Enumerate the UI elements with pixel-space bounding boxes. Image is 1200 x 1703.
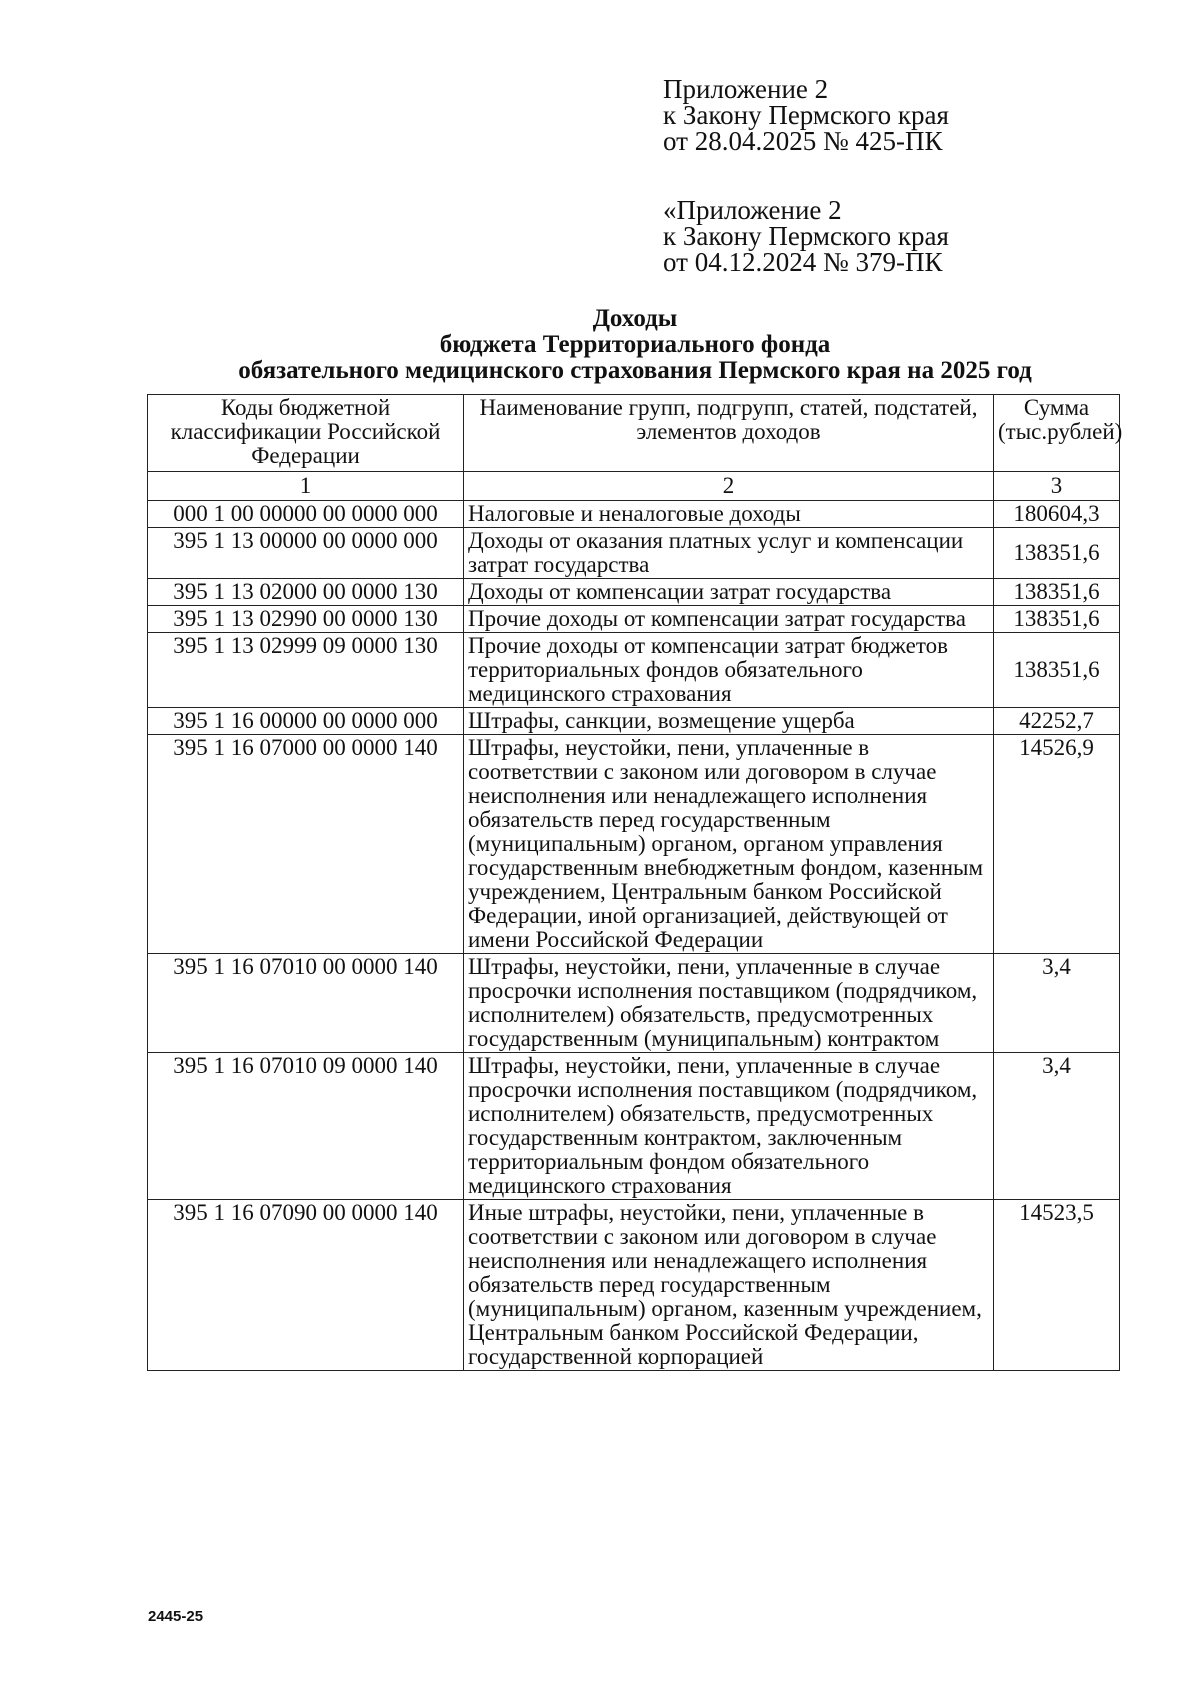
row-code: 395 1 16 00000 00 0000 000	[148, 708, 464, 735]
row-sum: 14526,9	[994, 735, 1120, 954]
row-code: 395 1 13 02999 09 0000 130	[148, 633, 464, 708]
title-line-2: бюджета Территориального фонда	[439, 331, 831, 358]
row-sum: 180604,3	[994, 501, 1120, 528]
row-code: 395 1 16 07090 00 0000 140	[148, 1200, 464, 1371]
appendix-prior-reference	[663, 197, 949, 275]
row-sum: 3,4	[994, 954, 1120, 1053]
header-name: Наименование групп, подгрупп, статей, подстатей, элементов доходов	[464, 395, 994, 472]
column-number-2: 2	[464, 472, 994, 501]
row-code: 395 1 13 02000 00 0000 130	[148, 579, 464, 606]
row-name: Доходы от компенсации затрат государства	[464, 579, 994, 606]
row-code: 000 1 00 00000 00 0000 000	[148, 501, 464, 528]
row-code: 395 1 16 07010 00 0000 140	[148, 954, 464, 1053]
row-name: Штрафы, неустойки, пени, уплаченные в случае просрочки исполнения поставщиком (подрядчиком, исполнителем) обязательств, предусмотренных государственным контрактом, заключенным территориальным фондом обязательного медицинского страхования	[464, 1053, 994, 1200]
document-number: 2445-25	[148, 1608, 204, 1625]
table-row	[148, 528, 1120, 579]
appendix-prior-line-2: к Закону Пермского края	[663, 221, 949, 251]
table-row	[148, 606, 1120, 633]
title-line-1: Доходы	[592, 305, 678, 332]
row-name: Иные штрафы, неустойки, пени, уплаченные в соответствии с законом или договором в случае неисполнения или ненадлежащего исполнения обязательств перед государственным (муниципальным) органом, казенным учреждением, Центральным банком Российской Федерации, государственной корпорацией	[464, 1200, 994, 1371]
table-row	[148, 501, 1120, 528]
table-row	[148, 735, 1120, 954]
table-header-row	[148, 395, 1120, 472]
table-row	[148, 1200, 1120, 1371]
row-sum: 3,4	[994, 1053, 1120, 1200]
row-code: 395 1 16 07010 09 0000 140	[148, 1053, 464, 1200]
column-number-row	[148, 472, 1120, 501]
revenue-table	[147, 394, 1123, 1371]
row-name: Штрафы, неустойки, пени, уплаченные в соответствии с законом или договором в случае неисполнения или ненадлежащего исполнения обязательств перед государственным (муниципальным) органом, органом управления государственным внебюджетным фондом, казенным учреждением, Центральным банком Российской Федерации, иной организацией, действующей от имени Российской Федерации	[464, 735, 994, 954]
appendix-prior-line-1: «Приложение 2	[663, 195, 842, 225]
appendix-prior-line-3: от 04.12.2024 № 379-ПК	[663, 247, 943, 277]
table-row	[148, 633, 1120, 708]
appendix-current-line-3: от 28.04.2025 № 425-ПК	[663, 126, 943, 156]
row-code: 395 1 16 07000 00 0000 140	[148, 735, 464, 954]
row-sum: 138351,6	[994, 528, 1120, 579]
appendix-current-reference	[663, 76, 949, 154]
table-row	[148, 954, 1120, 1053]
row-sum: 138351,6	[994, 579, 1120, 606]
row-code: 395 1 13 00000 00 0000 000	[148, 528, 464, 579]
row-name: Штрафы, неустойки, пени, уплаченные в случае просрочки исполнения поставщиком (подрядчиком, исполнителем) обязательств, предусмотренных государственным (муниципальным) контрактом	[464, 954, 994, 1053]
column-number-1: 1	[148, 472, 464, 501]
appendix-current-line-2: к Закону Пермского края	[663, 100, 949, 130]
row-name: Налоговые и неналоговые доходы	[464, 501, 994, 528]
row-sum: 138351,6	[994, 633, 1120, 708]
appendix-current-line-1: Приложение 2	[663, 74, 829, 104]
table-row	[148, 579, 1120, 606]
row-sum: 42252,7	[994, 708, 1120, 735]
header-sum: Сумма (тыс.рублей)	[994, 395, 1120, 472]
document-title	[0, 306, 1200, 384]
row-name: Доходы от оказания платных услуг и компенсации затрат государства	[464, 528, 994, 579]
row-name: Прочие доходы от компенсации затрат бюджетов территориальных фондов обязательного медицинского страхования	[464, 633, 994, 708]
table-row	[148, 1053, 1120, 1200]
row-sum: 14523,5	[994, 1200, 1120, 1371]
row-name: Прочие доходы от компенсации затрат государства	[464, 606, 994, 633]
column-number-3: 3	[994, 472, 1120, 501]
row-code: 395 1 13 02990 00 0000 130	[148, 606, 464, 633]
row-name: Штрафы, санкции, возмещение ущерба	[464, 708, 994, 735]
title-line-3: обязательного медицинского страхования Пермского края на 2025 год	[238, 357, 1032, 384]
table-row	[148, 708, 1120, 735]
row-sum: 138351,6	[994, 606, 1120, 633]
header-code: Коды бюджетной классификации Российской Федерации	[148, 395, 464, 472]
